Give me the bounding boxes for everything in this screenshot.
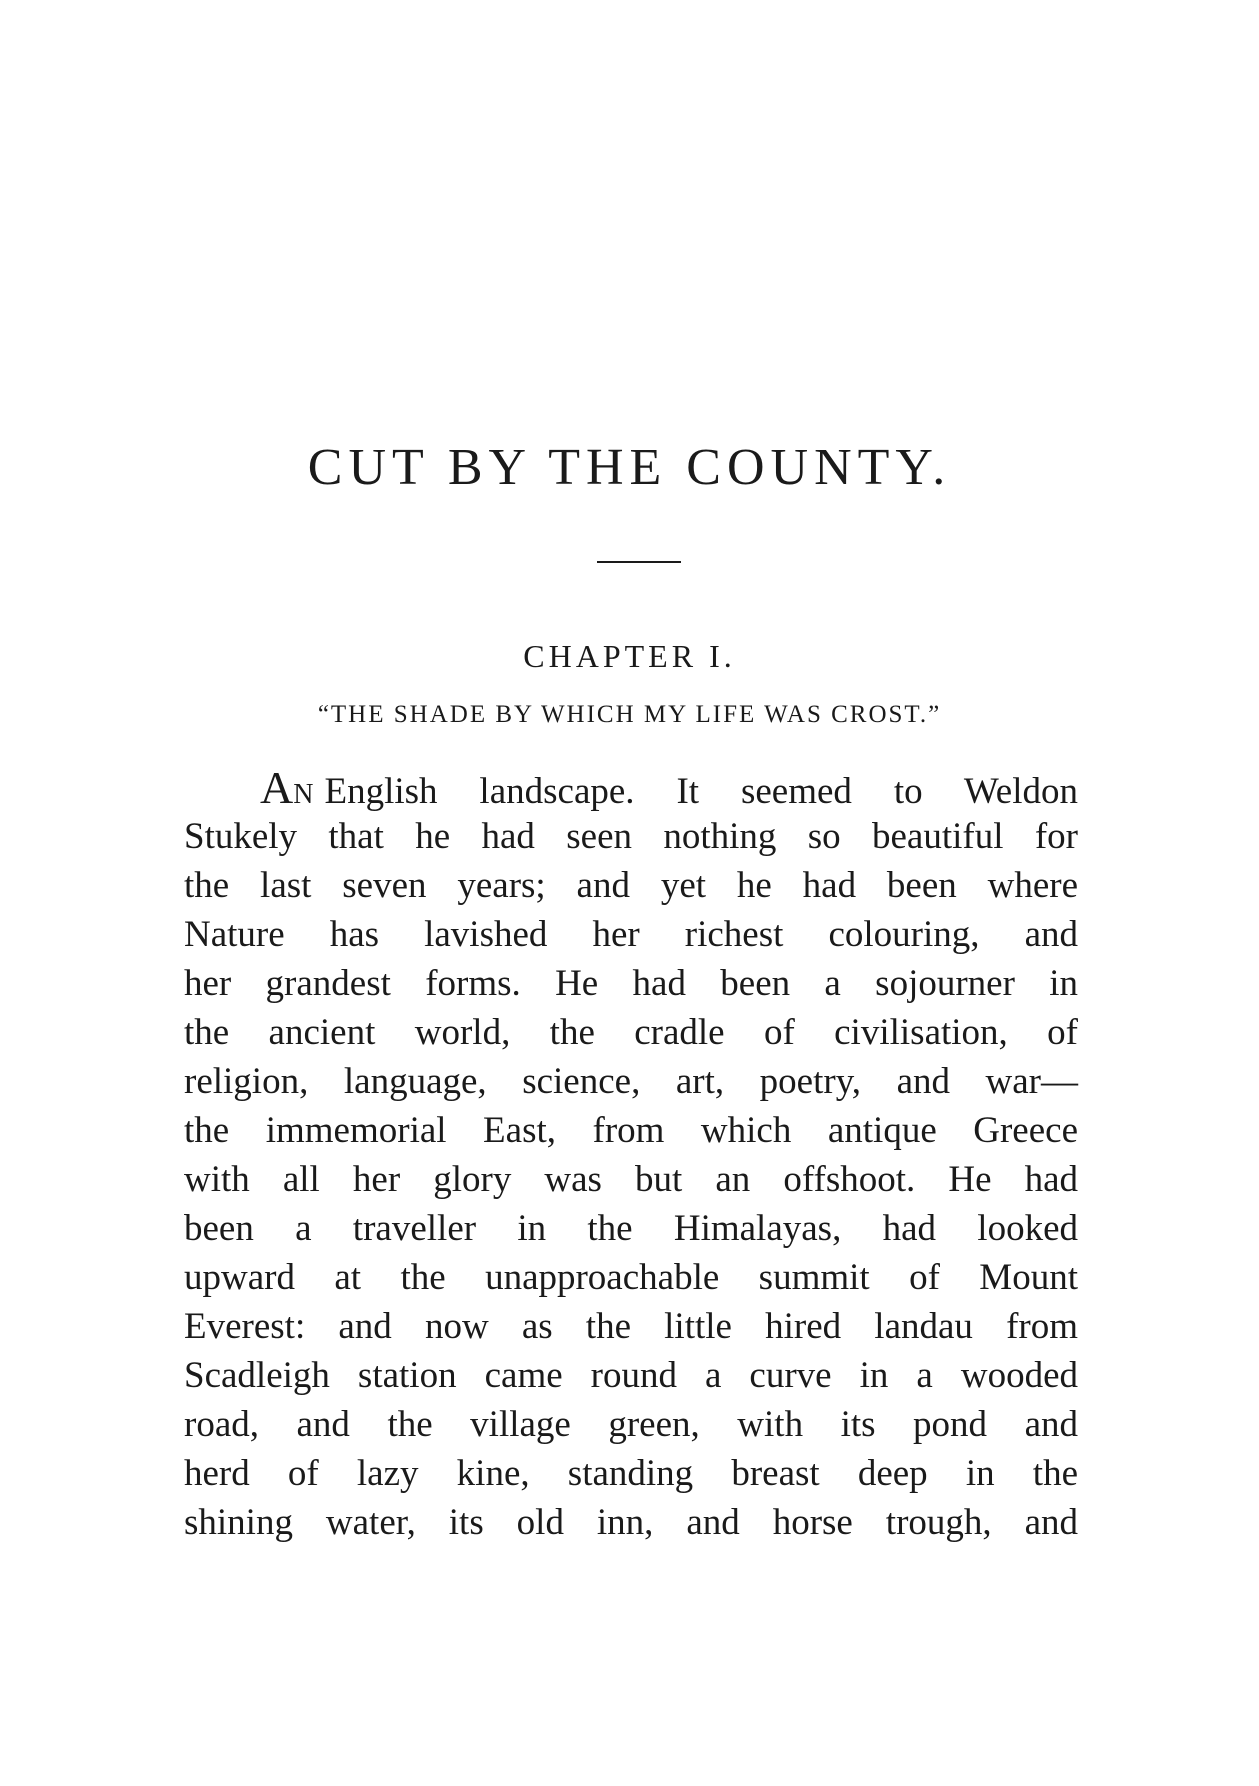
body-line: Scadleigh station came round a curve in a wooded xyxy=(184,1355,1078,1396)
chapter-heading: CHAPTER I. xyxy=(523,638,736,674)
body-line: been a traveller in the Himalayas, had looked xyxy=(184,1208,1078,1249)
body-line: Stukely that he had seen nothing so beautiful for xyxy=(184,816,1078,857)
body-line: Everest: and now as the little hired landau from xyxy=(184,1306,1078,1347)
body-line: the ancient world, the cradle of civilisation, of xyxy=(184,1012,1078,1053)
body-line: Nature has lavished her richest colouring, and xyxy=(184,914,1078,955)
body-line: the last seven years; and yet he had been where xyxy=(184,865,1078,906)
chapter-epigraph: “THE SHADE BY WHICH MY LIFE WAS CROST.” xyxy=(317,701,942,728)
chapter-body xyxy=(184,763,1078,1547)
title-rule xyxy=(597,561,681,563)
body-line xyxy=(184,763,1078,812)
body-line: religion, language, science, art, poetry, and war— xyxy=(184,1061,1078,1102)
book-title: CUT BY THE COUNTY. xyxy=(307,439,952,496)
body-line: the immemorial East, from which antique Greece xyxy=(184,1110,1078,1151)
small-cap: N xyxy=(293,779,315,810)
body-line: upward at the unapproachable summit of Mount xyxy=(184,1257,1078,1298)
body-line: her grandest forms. He had been a sojourner in xyxy=(184,963,1078,1004)
body-line: shining water, its old inn, and horse trough, and xyxy=(184,1502,1078,1543)
body-line: with all her glory was but an offshoot. He had xyxy=(184,1159,1078,1200)
drop-cap: A xyxy=(260,762,294,813)
body-line: herd of lazy kine, standing breast deep in the xyxy=(184,1453,1078,1494)
body-line: road, and the village green, with its pond and xyxy=(184,1404,1078,1445)
body-line-text: English landscape. It seemed to Weldon xyxy=(324,771,1078,812)
